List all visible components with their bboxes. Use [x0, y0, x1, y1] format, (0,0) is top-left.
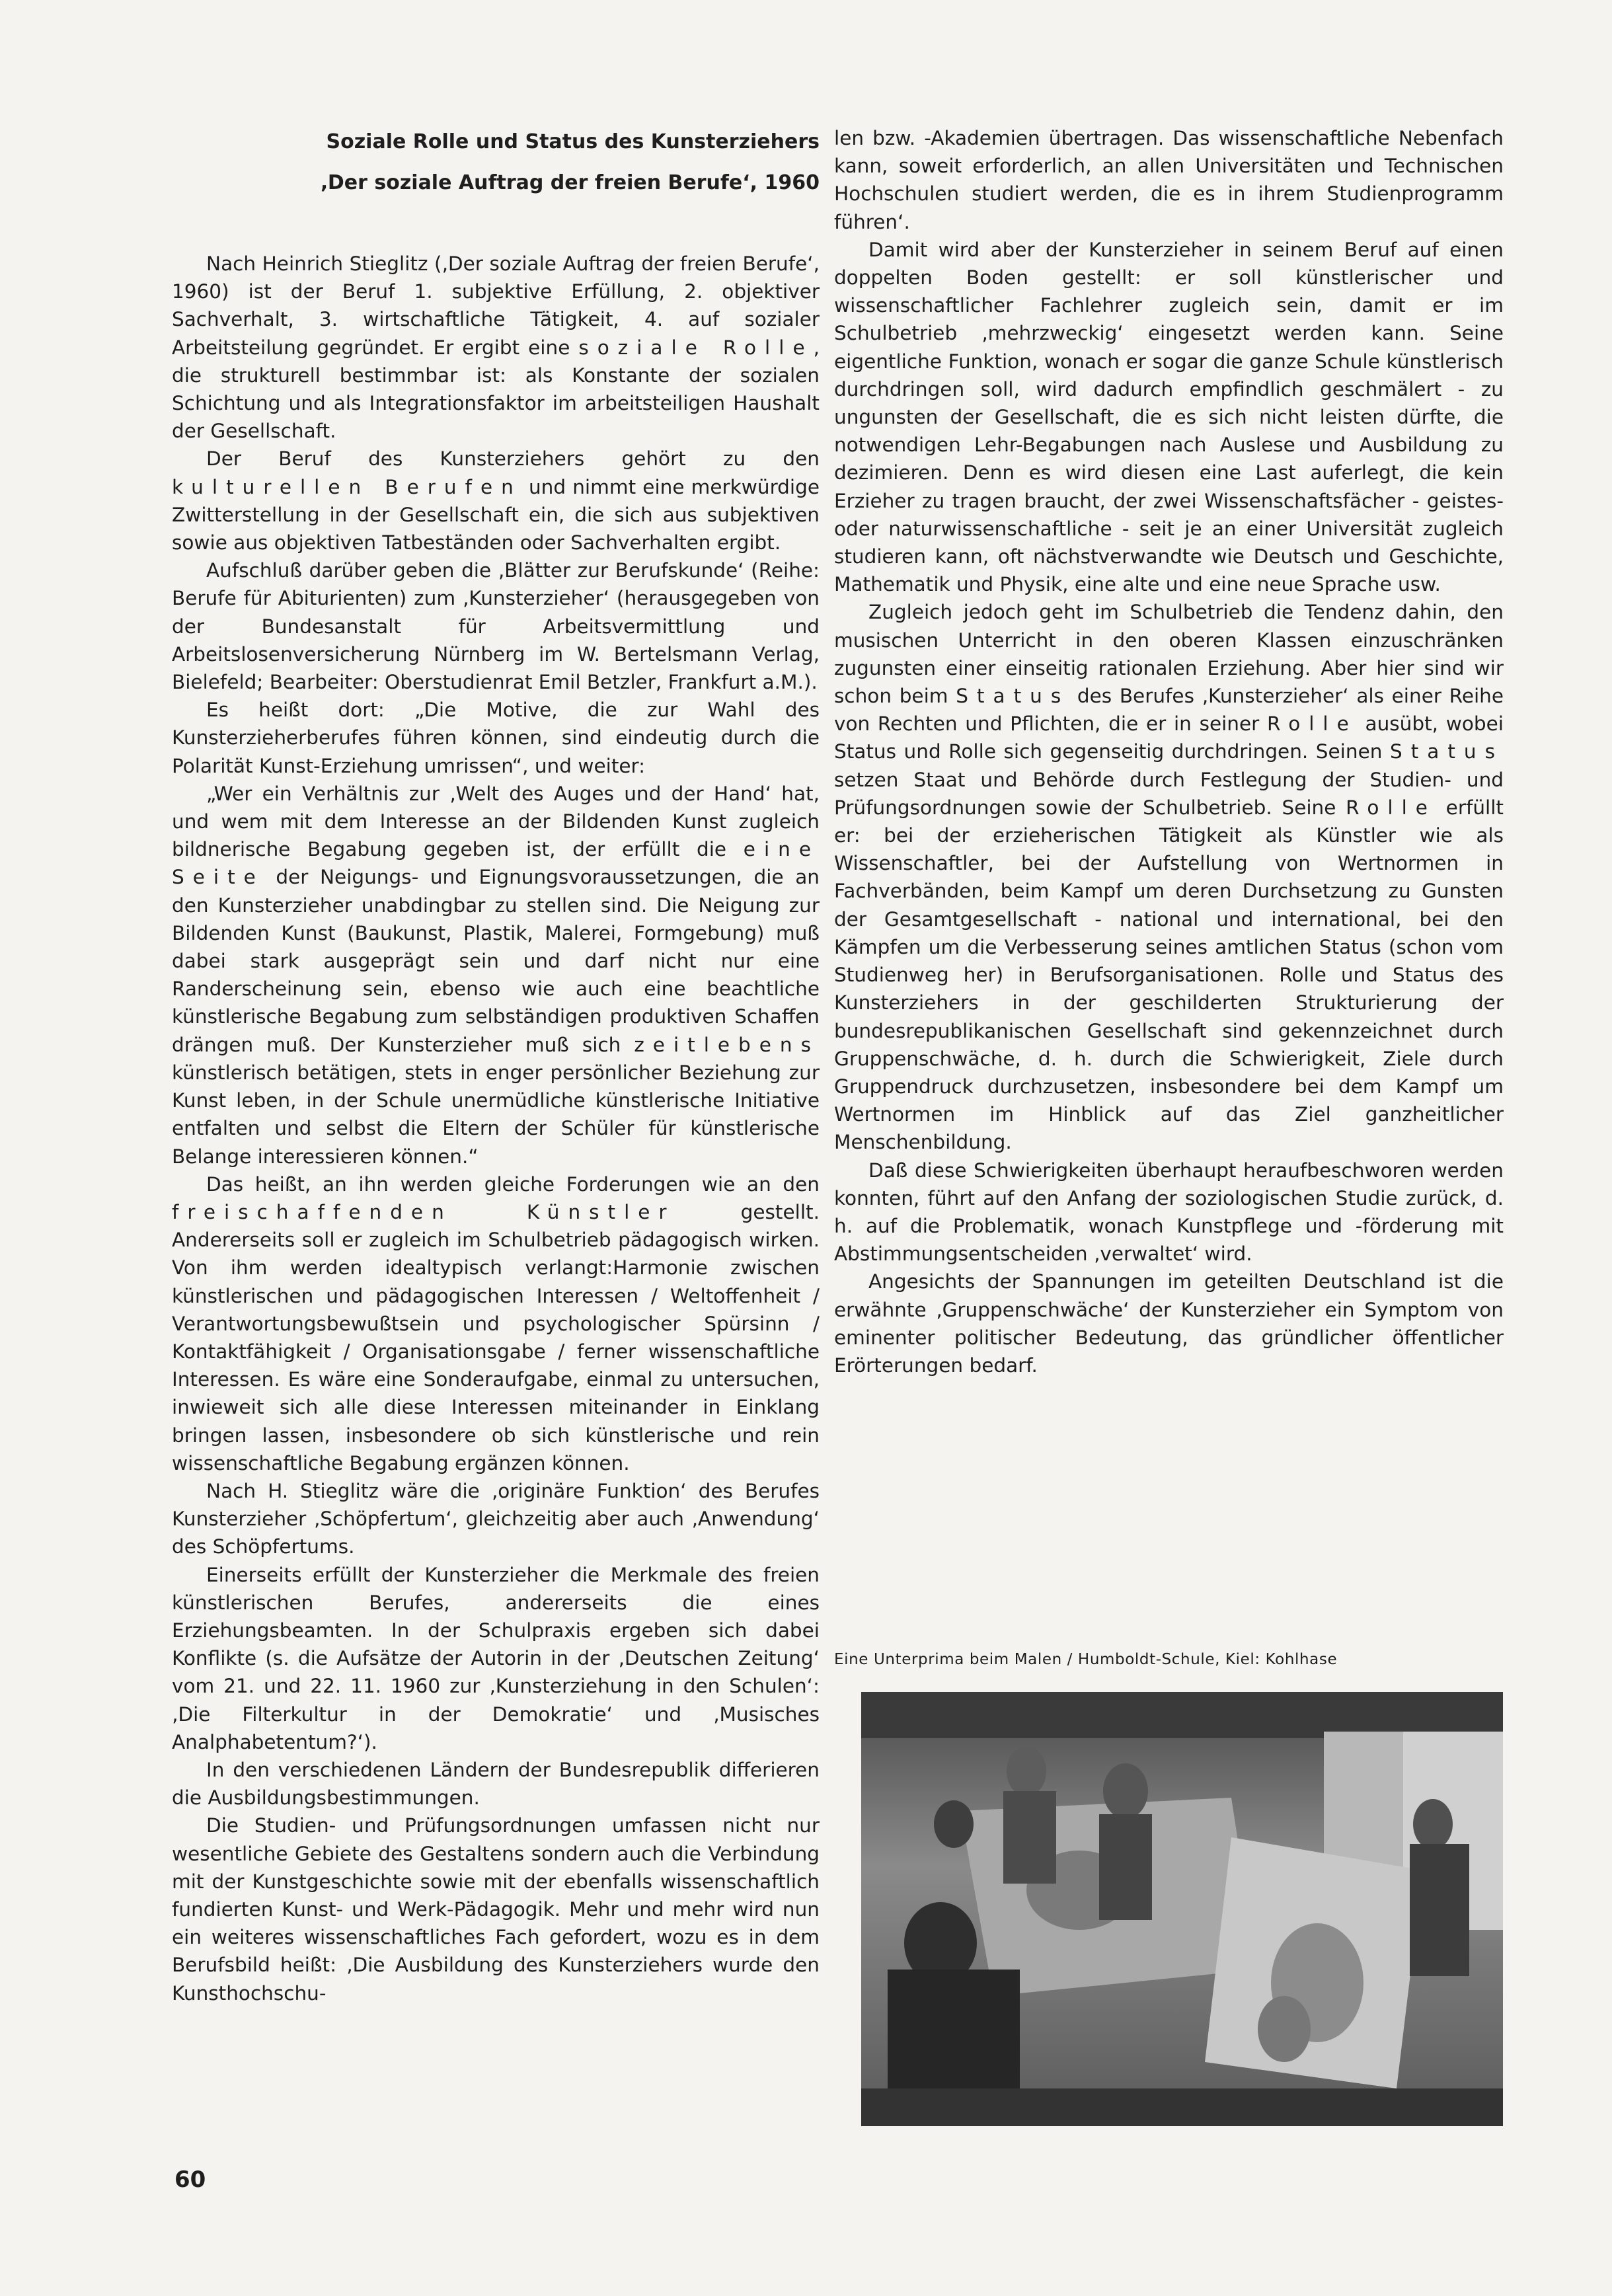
paragraph: In den verschiedenen Ländern der Bundesrepublik differieren die Ausbildungsbestimmungen. — [172, 1758, 820, 1810]
photo-caption: Eine Unterprima beim Malen / Humboldt-Schule, Kiel: Kohlhase — [834, 1651, 1338, 1668]
paragraph: Die Studien- und Prüfungsordnungen umfassen nicht nur wesentliche Gebiete des Gestaltens sondern auch die Verbindung mit der Kunstgeschichte sowie mit der ebenfalls wissenschaftlich fundierten Kunst- und Werk-Pädagogik. Mehr und mehr wird nun ein weiteres wissenschaftliches Fach gefordert, wozu es in dem Berufsbild heißt: ‚Die Ausbildung des Kunsterziehers wurde den Kunsthochschu- — [172, 1814, 820, 2005]
left-column — [172, 250, 820, 2007]
paragraph: Zugleich jedoch geht im Schulbetrieb die Tendenz dahin, den musischen Unterricht in den oberen Klassen einzuschränken zugunsten einer einseitig rationalen Erziehung. Aber hier sind wir schon beim Status des Berufes ‚Kunsterzieher‘ als einer Reihe von Rechten und Pflichten, die er in seiner Rolle ausübt, wobei Status und Rolle sich gegenseitig durchdringen. Seinen Status setzen Staat und Behörde durch Festlegung der Studien- und Prüfungsordnungen sowie der Schulbetrieb. Seine Rolle erfüllt er: bei der erzieherischen Tätigkeit als Künstler wie als Wissenschaftler, bei der Aufstellung von Wertnormen in Fachverbänden, beim Kampf um deren Durchsetzung zu Gunsten der Gesamtgesellschaft - national und international, bei den Kämpfen um die Verbesserung seines amtlichen Status (schon vom Studienweg her) in Berufsorganisationen. Rolle und Status des Kunsterziehers in der geschilderten Strukturierung der bundesrepublikanischen Gesellschaft sind gekennzeichnet durch Gruppenschwäche, d. h. durch die Schwierigkeit, Ziele durch Gruppendruck durchzusetzen, insbesondere bei dem Kampf um Wertnormen im Hinblick auf das Ziel ganzheitlicher Menschenbildung. — [834, 601, 1504, 1154]
article-heading — [172, 118, 820, 208]
quote-paragraph: „Wer ein Verhältnis zur ‚Welt des Auges und der Hand‘ hat, und wem mit dem Interesse an der Bildenden Kunst zugleich bildnerische Begabung gegeben ist, der erfüllt die eine Seite der Neigungs- und Eignungsvoraussetzungen, die an den Kunsterzieher unabdingbar zu stellen sind. Die Neigung zur Bildenden Kunst (Baukunst, Plastik, Malerei, Formgebung) muß dabei stark ausgeprägt sein und darf nicht nur eine Randerscheinung sein, ebenso wie auch eine beachtliche künstlerische Begabung zum selbständigen produktiven Schaffen drängen muß. Der Kunsterzieher muß sich zeitlebens künstlerisch betätigen, stets in enger persönlicher Beziehung zur Kunst leben, in der Schule unermüdliche künstlerische Initiative entfalten und selbst die Eltern der Schüler für künstlerische Belange interessieren können.“ — [172, 782, 820, 1168]
classroom-photo-image — [861, 1692, 1503, 2126]
page-number: 60 — [174, 2166, 206, 2193]
paragraph: Damit wird aber der Kunsterzieher in seinem Beruf auf einen doppelten Boden gestellt: er soll künstlerischer und wissenschaftlicher Fachlehrer zugleich sein, damit er im Schulbetrieb ‚mehrzweckig‘ eingesetzt werden kann. Seine eigentliche Funktion, wonach er sogar die ganze Schule künstlerisch durchdringen soll, wird dadurch empfindlich geschmälert - zu ungunsten der Gesellschaft, die es sich nicht leisten dürfte, die notwendigen Lehr-Begabungen nach Auslese und Ausbildung zu dezimieren. Denn es wird diesen eine Last auferlegt, die kein Erzieher zu tragen braucht, der zwei Wissenschaftsfächer - geistes- oder naturwissenschaftliche - seit je an einer Universität zugleich studieren kann, oft nächstverwandte wie Deutsch und Geschichte, Mathematik und Physik, eine alte und eine neue Sprache usw. — [834, 238, 1504, 596]
paragraph: Nach Heinrich Stieglitz (‚Der soziale Auftrag der freien Berufe‘, 1960) ist der Beruf 1. subjektive Erfüllung, 2. objektiver Sachverhalt, 3. wirtschaftliche Tätigkeit, 4. auf sozialer Arbeitsteilung gegründet. Er ergibt eine soziale Rolle, die strukturell bestimmbar ist: als Konstante der sozialen Schichtung und als Integrationsfaktor im arbeitsteiligen Haushalt der Gesellschaft. — [172, 252, 820, 443]
paragraph: Nach H. Stieglitz wäre die ‚originäre Funktion‘ des Berufes Kunsterzieher ‚Schöpfertum‘, gleichzeitig aber auch ‚Anwendung‘ des Schöpfertums. — [172, 1479, 820, 1558]
paragraph: Das heißt, an ihn werden gleiche Forderungen wie an den freischaffenden Künstler gestellt. Andererseits soll er zugleich im Schulbetrieb pädagogisch wirken. Von ihm werden idealtypisch verlangt:Harmonie zwischen künstlerischen und pädagogischen Interessen / Weltoffenheit / Verantwortungsbewußtsein und psychologischer Spürsinn / Kontaktfähigkeit / Organisationsgabe / ferner wissenschaftliche Interessen. Es wäre eine Sonderaufgabe, einmal zu untersuchen, inwieweit sich alle diese Interessen miteinander in Einklang bringen lassen, insbesondere ob sich künstlerische und rein wissenschaftliche Begabung ergänzen können. — [172, 1172, 820, 1474]
classroom-photo — [861, 1692, 1503, 2126]
paragraph: Der Beruf des Kunsterziehers gehört zu den kulturellen Berufen und nimmt eine merkwürdige Zwitterstellung in der Gesellschaft ein, die sich aus subjektiven sowie aus objektiven Tatbeständen oder Sachverhalten ergibt. — [172, 447, 820, 555]
right-column — [834, 124, 1504, 1379]
paragraph: Es heißt dort: „Die Motive, die zur Wahl des Kunsterzieherberufes führen können, sind eindeutig durch die Polarität Kunst-Erziehung umrissen“, und weiter: — [172, 699, 820, 777]
section-title: Soziale Rolle und Status des Kunsterziehers — [326, 130, 820, 153]
paragraph: len bzw. -Akademien übertragen. Das wissenschaftliche Nebenfach kann, soweit erforderlich, an allen Universitäten und Technischen Hochschulen studiert werden, die es in ihrem Studienprogramm führen‘. — [834, 127, 1504, 233]
paragraph: Angesichts der Spannungen im geteilten Deutschland ist die erwähnte ‚Gruppenschwäche‘ der Kunsterzieher ein Symptom von eminenter politischer Bedeutung, das gründlicher öffentlicher Erörterungen bedarf. — [834, 1270, 1504, 1377]
section-subtitle: ‚Der soziale Auftrag der freien Berufe‘, 1960 — [320, 171, 820, 194]
paragraph: Daß diese Schwierigkeiten überhaupt heraufbeschworen werden konnten, führt auf den Anfang der soziologischen Studie zurück, d. h. auf die Problematik, wonach Kunstpflege und -förderung mit Abstimmungsentscheiden ‚verwaltet‘ wird. — [834, 1159, 1504, 1266]
paragraph: Einerseits erfüllt der Kunsterzieher die Merkmale des freien künstlerischen Berufes, andererseits die eines Erziehungsbeamten. In der Schulpraxis ergeben sich dabei Konflikte (s. die Aufsätze der Autorin in der ‚Deutschen Zeitung‘ vom 21. und 22. 11. 1960 zur ‚Kunsterziehung in den Schulen‘: ‚Die Filterkultur in der Demokratie‘ und ‚Musisches Analphabetentum?‘). — [172, 1563, 820, 1753]
paragraph: Aufschluß darüber geben die ‚Blätter zur Berufskunde‘ (Reihe: Berufe für Abiturienten) zum ‚Kunsterzieher‘ (herausgegeben von der Bundesanstalt für Arbeitsvermittlung und Arbeitslosenversicherung Nürnberg im W. Bertelsmann Verlag, Bielefeld; Bearbeiter: Oberstudienrat Emil Betzler, Frankfurt a.M.). — [172, 559, 820, 694]
